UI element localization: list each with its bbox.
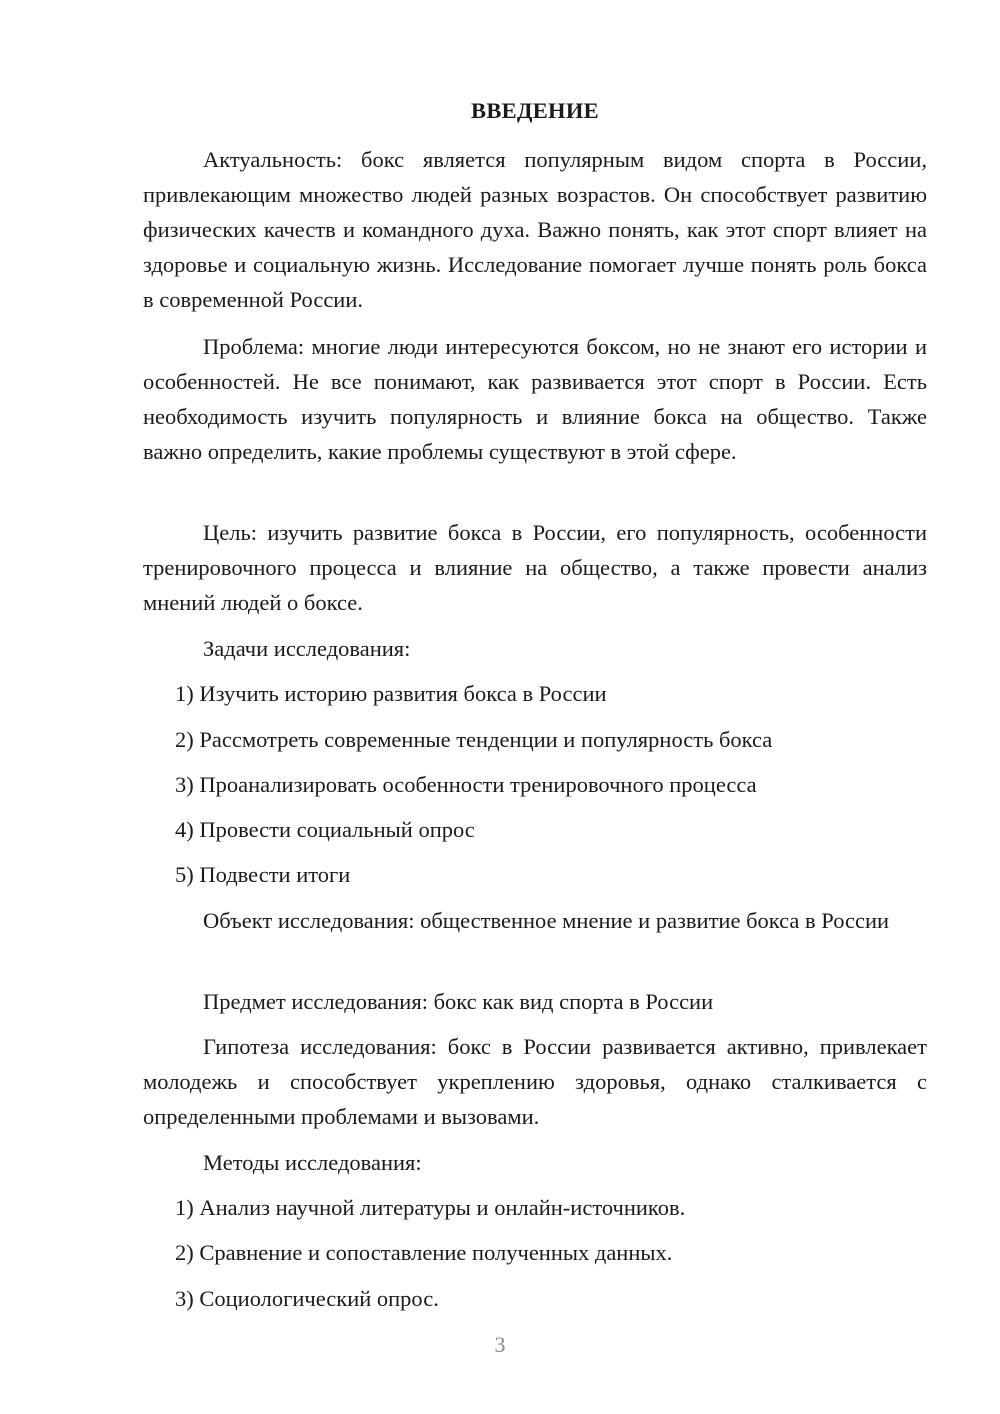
methods-heading: Методы исследования: [203,1150,422,1175]
problem-paragraph: Проблема: многие люди интересуются боксом, но не знают его истории и особенностей. Не все понимают, как развивается этот спорт в России. Есть необходимость изучить популярность и влияние бокса на общество. Также важно определить, какие проблемы существуют в этой сфере. [143,334,927,464]
section-title: ВВЕДЕНИЕ [471,98,599,123]
task-item: 4) Провести социальный опрос [175,817,475,842]
hypothesis-paragraph: Гипотеза исследования: бокс в России развивается активно, привлекает молодежь и способствует укреплению здоровья, однако сталкивается с определенными проблемами и вызовами. [143,1034,927,1129]
tasks-heading: Задачи исследования: [203,636,411,661]
subject-line: Предмет исследования: бокс как вид спорта в России [203,989,714,1014]
task-item: 5) Подвести итоги [175,862,351,887]
method-item: 2) Сравнение и сопоставление полученных данных. [175,1240,673,1265]
task-item: 3) Проанализировать особенности тренировочного процесса [175,772,757,797]
relevance-paragraph: Актуальность: бокс является популярным видом спорта в России, привлекающим множество людей разных возрастов. Он способствует развитию физических качеств и командного духа. Важно понять, как этот спорт влияет на здоровье и социальную жизнь. Исследование помогает лучше понять роль бокса в современной России. [143,147,927,312]
task-item: 2) Рассмотреть современные тенденции и популярность бокса [175,727,773,752]
task-item: 1) Изучить историю развития бокса в России [175,681,607,706]
object-paragraph: Объект исследования: общественное мнение и развитие бокса в России [203,908,890,933]
page-number: 3 [494,1332,506,1357]
method-item: 3) Социологический опрос. [175,1286,439,1311]
method-item: 1) Анализ научной литературы и онлайн-источников. [175,1195,686,1220]
goal-paragraph: Цель: изучить развитие бокса в России, его популярность, особенности тренировочного процесса и влияние на общество, а также провести анализ мнений людей о боксе. [143,520,927,615]
